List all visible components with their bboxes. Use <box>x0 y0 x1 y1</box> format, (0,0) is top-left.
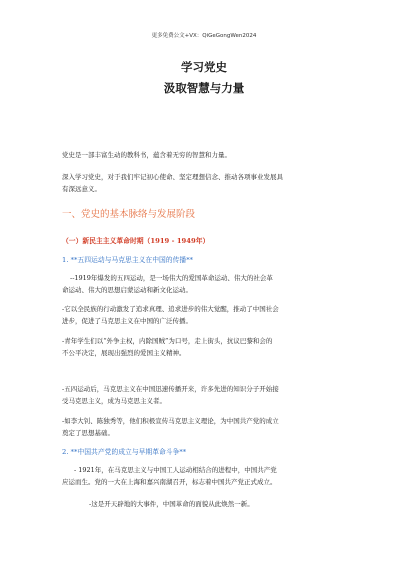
item1-paragraph-5-line-2: 奠定了思想基础。 <box>62 429 114 437</box>
item1-paragraph-2-line-1: -它以全民族的行动激发了追求真理、追求进步的伟大觉醒，推动了中国社会 <box>62 305 279 313</box>
item1-paragraph-3-line-1: -青年学生们以“外争主权，内除国贼”为口号，走上街头，抗议巴黎和会的 <box>62 337 273 345</box>
title-line-1: 学习党史 <box>181 60 227 74</box>
item1-paragraph-2-line-2: 进步，促进了马克思主义在中国的广泛传播。 <box>62 317 192 325</box>
intro-paragraph-2-line-2: 有深远意义。 <box>62 185 101 193</box>
item-heading-2: 2. **中国共产党的成立与早期革命斗争** <box>62 448 187 456</box>
item1-paragraph-4-line-2: 受马克思主义，成为马克思主义者。 <box>62 397 166 405</box>
top-note: 更多免费公文+VX：QiGeGongWen2024 <box>151 33 257 39</box>
item2-paragraph-1-line-2: 应运而生。党的一大在上海和嘉兴南湖召开，标志着中国共产党正式成立。 <box>62 478 277 486</box>
item2-paragraph-2: -这是开天辟地的大事件，中国革命的面貌从此焕然一新。 <box>89 500 254 508</box>
intro-paragraph-2-line-1: 深入学习党史，对于我们牢记初心使命、坚定理想信念、推动各项事业发展具 <box>62 173 283 181</box>
section-heading-1: 一、党史的基本脉络与发展阶段 <box>62 209 196 220</box>
item1-paragraph-4-line-1: -五四运动后，马克思主义在中国迅速传播开来，许多先进的知识分子开始接 <box>62 385 279 393</box>
intro-paragraph-1: 党史是一部丰富生动的教科书，蕴含着无穷的智慧和力量。 <box>62 151 231 159</box>
item1-paragraph-3-line-2: 不公平决定，展现出强烈的爱国主义精神。 <box>62 349 186 357</box>
item1-paragraph-1-line-2: 命运动、伟大的思想启蒙运动和新文化运动。 <box>62 286 192 294</box>
item1-paragraph-5-line-1: -如李大钊、陈独秀等，他们积极宣传马克思主义理论，为中国共产党的成立 <box>62 417 279 425</box>
item-heading-1: 1. **五四运动与马克思主义在中国的传播** <box>62 256 193 264</box>
item2-paragraph-1-line-1: - 1921年，在马克思主义与中国工人运动相结合的进程中，中国共产党 <box>74 466 277 474</box>
title-line-2: 汲取智慧与力量 <box>163 81 245 95</box>
subsection-heading-1: （一）新民主主义革命时期（1919 - 1949年） <box>62 237 210 245</box>
item1-paragraph-1-line-1: --1919年爆发的五四运动，是一场伟大的爱国革命运动、伟大的社会革 <box>70 274 273 282</box>
